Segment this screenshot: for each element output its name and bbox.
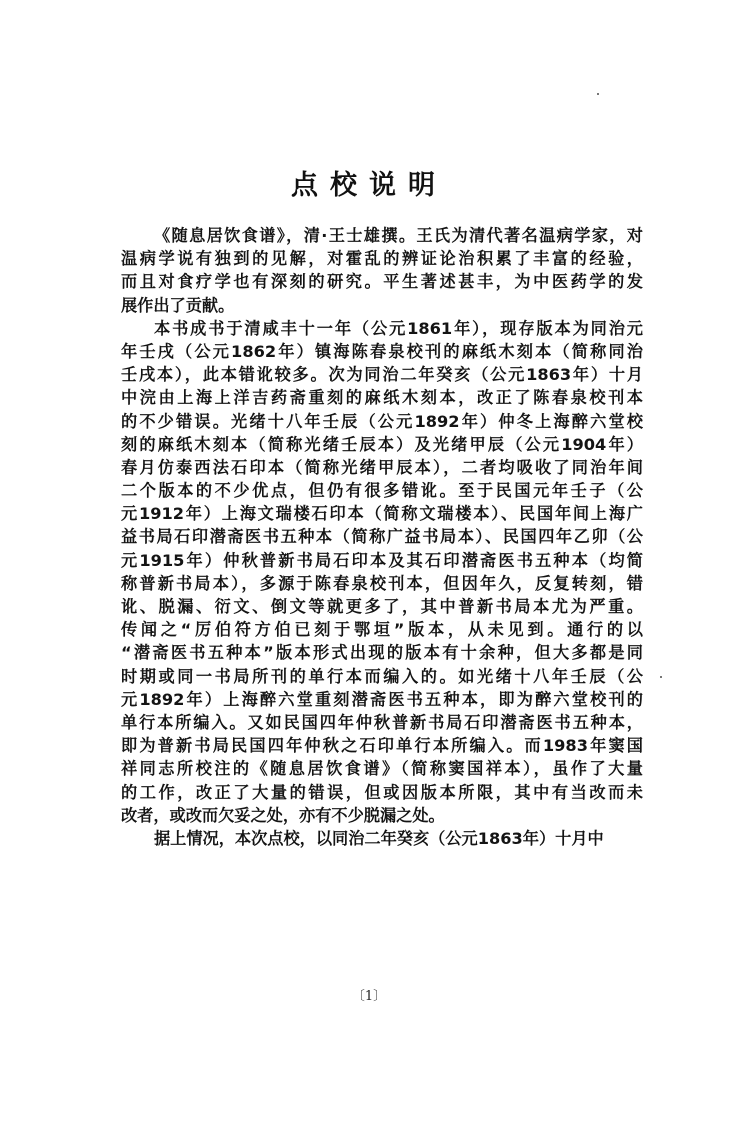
text-line: 元1912年）上海文瑞楼石印本（简称文瑞楼本）、民国年间上海广 (121, 504, 643, 524)
paragraph (121, 317, 643, 827)
text-line: 《随息居饮食谱》，清·王士雄撰。王氏为清代著名温病学家，对 (154, 226, 643, 245)
text-line: 改者，或改而欠妥之处，亦有不少脱漏之处。 (121, 805, 445, 825)
text-line: 中浣由上海上洋吉药斋重刻的麻纸木刻本，改正了陈春泉校刊本 (121, 388, 643, 408)
text-line: 而且对食疗学也有深刻的研究。平生著述甚丰，为中医药学的发 (121, 272, 643, 292)
document-body (121, 224, 643, 850)
text-line: 元1892年）上海醉六堂重刻潜斋医书五种本，即为醉六堂校刊的 (121, 689, 643, 709)
text-line: 的不少错误。光绪十八年壬辰（公元1892年）仲冬上海醉六堂校 (121, 411, 643, 431)
text-line: 据上情况，本次点校，以同治二年癸亥（公元1863年）十月中 (154, 828, 604, 848)
text-line: 二个版本的不少优点，但仍有很多错讹。至于民国元年壬子（公 (121, 481, 643, 501)
text-line: 壬戌本），此本错讹较多。次为同治二年癸亥（公元1863年）十月 (121, 365, 643, 385)
text-line: 祥同志所校注的《随息居饮食谱》（简称窦国祥本），虽作了大量 (121, 759, 643, 779)
text-line: 讹、脱漏、衍文、倒文等就更多了，其中普新书局本尤为严重。 (121, 597, 643, 616)
page-title: 点校说明 (291, 170, 447, 201)
text-line: 益书局石印潜斋医书五种本（简称广益书局本）、民国四年乙卯（公 (121, 527, 643, 547)
text-line: 本书成书于清咸丰十一年（公元1861年），现存版本为同治元 (154, 318, 643, 338)
text-line: 温病学说有独到的见解，对霍乱的辨证论治积累了丰富的经验， (121, 249, 643, 269)
page-number: 〔1〕 (351, 989, 387, 1004)
text-line: 刻的麻纸木刻本（简称光绪壬辰本）及光绪甲辰（公元1904年） (121, 434, 643, 454)
text-line: 单行本所编入。又如民国四年仲秋普新书局石印潜斋医书五种本， (121, 712, 643, 732)
scan-speck (597, 93, 599, 95)
text-line: 的工作，改正了大量的错误，但或因版本所限，其中有当改而未 (121, 782, 643, 802)
text-line: “潜斋医书五种本”版本形式出现的版本有十余种，但大多都是同 (121, 643, 643, 663)
text-line: 传闻之“厉伯符方伯已刻于鄂垣”版本，从未见到。通行的以 (121, 620, 643, 640)
text-line: 年壬戌（公元1862年）镇海陈春泉校刊的麻纸木刻本（简称同治 (121, 341, 643, 361)
paragraph (121, 224, 643, 317)
text-line: 称普新书局本），多源于陈春泉校刊本，但因年久，反复转刻，错 (121, 573, 643, 593)
text-line: 春月仿泰西法石印本（简称光绪甲辰本），二者均吸收了同治年间 (121, 457, 643, 477)
paragraph (121, 827, 643, 850)
text-line: 时期或同一书局所刊的单行本而编入的。如光绪十八年壬辰（公 (121, 666, 643, 686)
scan-speck (660, 676, 662, 678)
text-line: 展作出了贡献。 (121, 295, 235, 315)
text-line: 元1915年）仲秋普新书局石印本及其石印潜斋医书五种本（均简 (121, 550, 643, 570)
text-line: 即为普新书局民国四年仲秋之石印单行本所编入。而1983年窦国 (121, 736, 643, 756)
